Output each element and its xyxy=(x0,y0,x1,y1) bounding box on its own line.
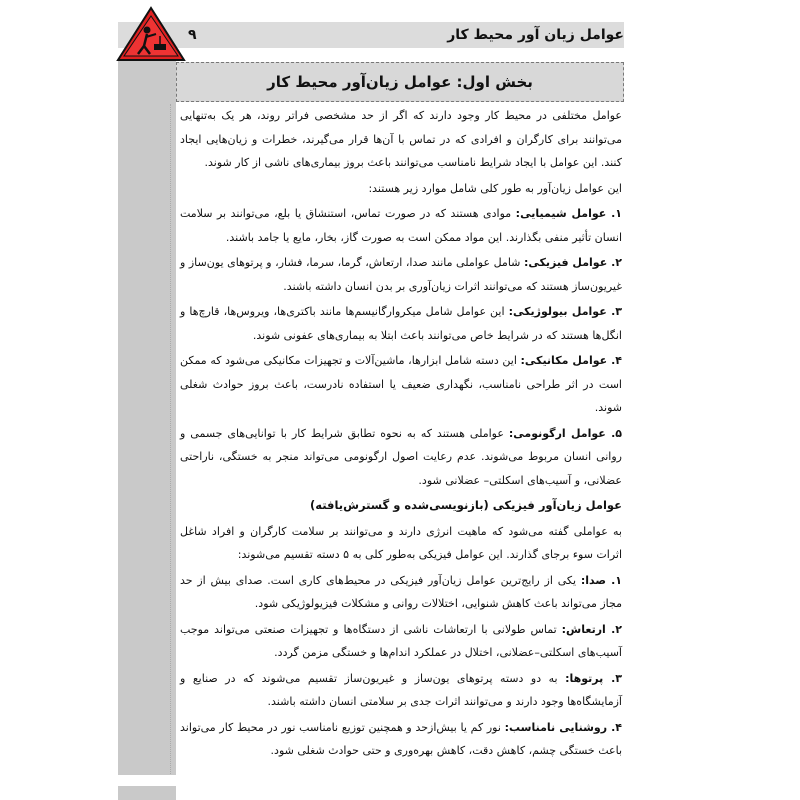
intro-list-lead: این عوامل زیان‌آور به طور کلی شامل موارد زیر هستند: xyxy=(368,181,622,195)
factor-label: ۲. عوامل فیزیکی: xyxy=(523,256,622,269)
factor-label: ۴. عوامل مکانیکی: xyxy=(520,354,623,367)
physical-item xyxy=(180,569,622,616)
physical-item xyxy=(180,716,622,763)
header-title: عوامل زیان آور محیط کار xyxy=(447,27,624,43)
factor-label: ۳. عوامل بیولوژیکی: xyxy=(508,305,622,318)
physical-label: ۲. ارتعاش: xyxy=(561,622,622,636)
factor-label: ۵. عوامل ارگونومی: xyxy=(508,426,622,440)
factor-text: موادی هستند که در صورت تماس، استنشاق یا بلع، می‌توانند بر سلامت انسان تأثیر منفی بگذارند. این مواد ممکن است به صورت گاز، بخار، مایع یا جامد باشند. xyxy=(180,207,622,244)
factor-text: این عوامل شامل میکروارگانیسم‌ها مانند باکتری‌ها، ویروس‌ها، قارچ‌ها و انگل‌ها هستند که در شرایط خاص می‌توانند باعث ابتلا به بیماری‌های عفونی شوند. xyxy=(180,305,622,342)
left-gray-margin-bottom xyxy=(118,786,176,800)
physical-text: به دو دسته پرتوهای یون‌ساز و غیریون‌ساز تقسیم می‌شوند که در صنایع و آزمایشگاه‌ها وجود دارند و می‌توانند اثرات جدی بر سلامتی انسان داشته باشند. xyxy=(180,671,622,708)
dotted-guide xyxy=(170,104,172,774)
physical-text: یکی از رایج‌ترین عوامل زیان‌آور فیزیکی در محیط‌های کاری است. صدای بیش از حد مجاز می‌تواند باعث کاهش شنوایی، اختلالات روانی و مشکلات فیزیولوژیکی شود. xyxy=(180,573,622,610)
factor-item xyxy=(180,422,622,493)
factor-text: عواملی هستند که به نحوه تطابق شرایط کار با توانایی‌های جسمی و روانی انسان مربوط می‌شوند. عدم رعایت اصول ارگونومی می‌تواند منجر به خستگی، ناراحتی عضلانی، و آسیب‌های اسکلتی– عضلانی شود. xyxy=(180,426,622,487)
factor-item xyxy=(180,202,622,249)
factor-item xyxy=(180,251,622,298)
physical-item xyxy=(180,667,622,714)
physical-label: ۳. پرتوها: xyxy=(565,671,622,685)
physical-heading: عوامل زیان‌آور فیزیکی (بازنویسی‌شده و گسترش‌یافته) xyxy=(310,498,622,512)
physical-item xyxy=(180,618,622,665)
page-header xyxy=(118,22,624,48)
section-title: بخش اول: عوامل زیان‌آور محیط کار xyxy=(267,73,533,91)
physical-label: ۱. صدا: xyxy=(580,573,622,587)
document-body xyxy=(180,104,622,765)
warning-sign-icon xyxy=(116,6,186,62)
factor-text: این دسته شامل ابزارها، ماشین‌آلات و تجهیزات مکانیکی می‌شود که ممکن است در اثر طراحی نامناسب، نگهداری ضعیف یا استفاده نادرست، باعث بروز حوادث شغلی شوند. xyxy=(180,354,622,414)
intro-paragraph: عوامل مختلفی در محیط کار وجود دارند که اگر از حد مشخصی فراتر روند، هر یک به‌تنهایی می‌توانند برای کارگران و افرادی که در تماس با آن‌ها قرار می‌گیرند، خطرات و زیان‌هایی ایجاد کنند. این عوامل با ایجاد شرایط نامناسب می‌توانند باعث بروز بیماری‌های ناشی از کار شوند. xyxy=(180,109,622,169)
left-gray-margin xyxy=(118,60,176,775)
page-number: ۹ xyxy=(188,27,197,43)
physical-intro: به عواملی گفته می‌شود که ماهیت انرژی دارند و می‌توانند بر سلامت کارگران و افراد شاغل اثرات سوء برجای گذارند. این عوامل فیزیکی به‌طور کلی به ۵ دسته تقسیم می‌شوند: xyxy=(180,524,622,561)
factor-item xyxy=(180,300,622,347)
physical-text: تماس طولانی با ارتعاشات ناشی از دستگاه‌ها و تجهیزات صنعتی می‌تواند موجب آسیب‌های اسکلتی–عضلانی، اختلال در عملکرد اندام‌ها و خستگی مزمن گردد. xyxy=(180,622,622,659)
physical-text: نور کم یا بیش‌ازحد و همچنین توزیع نامناسب نور در محیط کار می‌تواند باعث خستگی چشم، کاهش دقت، کاهش بهره‌وری و حتی حوادث شغلی شود. xyxy=(180,720,622,757)
physical-label: ۴. روشنایی نامناسب: xyxy=(504,720,623,734)
factor-item xyxy=(180,349,622,420)
section-banner xyxy=(176,62,624,102)
factor-label: ۱. عوامل شیمیایی: xyxy=(515,207,622,220)
factor-text: شامل عواملی مانند صدا، ارتعاش، گرما، سرما، فشار، و پرتوهای یون‌ساز و غیریون‌ساز هستند که می‌توانند اثرات زیان‌آوری بر بدن انسان داشته باشند. xyxy=(180,256,622,293)
